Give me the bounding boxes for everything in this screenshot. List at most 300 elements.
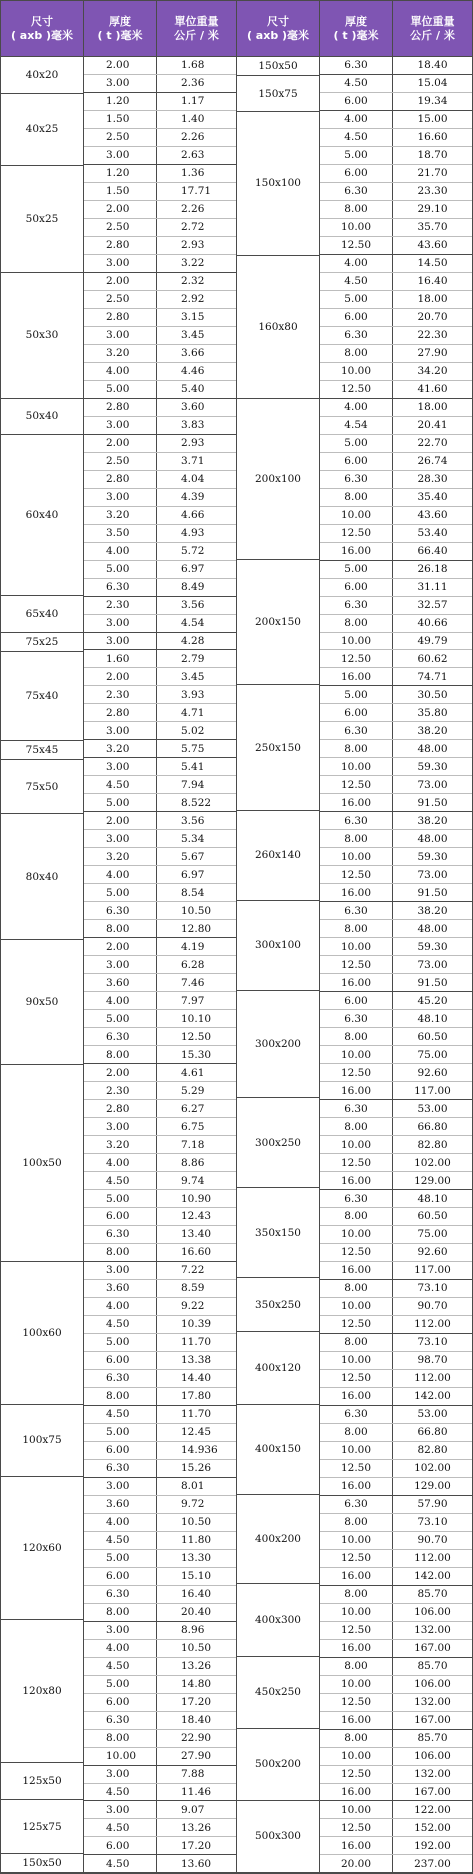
thickness-cell: 6.30 — [106, 904, 130, 917]
table-row — [320, 1226, 472, 1244]
weight-cell: 15.04 — [392, 75, 472, 92]
table-row — [84, 1855, 236, 1873]
weight-cell: 59.30 — [392, 848, 472, 865]
weight-cell: 19.34 — [392, 93, 472, 110]
weight-cell: 91.50 — [392, 794, 472, 811]
weight-cell: 3.83 — [156, 417, 236, 434]
weight-cell: 29.10 — [392, 201, 472, 218]
thickness-cell: 6.30 — [344, 1102, 368, 1115]
weight-cell: 106.00 — [392, 1676, 472, 1693]
table-row — [84, 902, 236, 920]
thickness-cell: 4.50 — [106, 1534, 130, 1547]
weight-cell: 4.54 — [156, 615, 236, 632]
weight-cell: 4.46 — [156, 363, 236, 380]
table-row — [84, 1118, 236, 1136]
table-row — [320, 1028, 472, 1046]
weight-cell: 167.00 — [392, 1784, 472, 1801]
thickness-cell: 12.50 — [340, 1462, 372, 1475]
size-cell: 60x40 — [1, 435, 83, 596]
weight-cell: 53.40 — [392, 525, 472, 542]
table-row — [320, 363, 472, 381]
right-spec-table — [236, 1, 472, 1873]
header-thickness-line1: 厚度 — [109, 14, 131, 28]
weight-cell: 18.40 — [392, 57, 472, 74]
table-row — [320, 1730, 472, 1748]
thickness-cell: 6.30 — [106, 1372, 130, 1385]
thickness-cell: 2.50 — [106, 221, 130, 234]
table-row — [320, 1460, 472, 1478]
thickness-cell: 6.30 — [344, 599, 368, 612]
size-cell: 150x50 — [237, 57, 319, 76]
thickness-cell: 3.00 — [106, 1480, 130, 1493]
size-cell: 150x100 — [237, 112, 319, 255]
thickness-cell: 16.00 — [340, 1390, 372, 1403]
weight-cell: 66.80 — [392, 1424, 472, 1441]
weight-cell: 4.39 — [156, 489, 236, 506]
weight-cell: 15.26 — [156, 1460, 236, 1477]
weight-cell: 9.72 — [156, 1496, 236, 1513]
table-row — [84, 1280, 236, 1298]
table-row — [84, 435, 236, 453]
table-row — [320, 561, 472, 579]
thickness-cell: 12.50 — [340, 778, 372, 791]
size-cell: 200x100 — [237, 399, 319, 560]
weight-cell: 35.80 — [392, 704, 472, 721]
table-row — [320, 1604, 472, 1622]
weight-cell: 142.00 — [392, 1568, 472, 1585]
table-row — [320, 1046, 472, 1064]
table-row — [320, 327, 472, 345]
values-column — [319, 57, 472, 1873]
weight-cell: 1.17 — [156, 93, 236, 110]
thickness-cell: 10.00 — [340, 1300, 372, 1313]
thickness-cell: 4.00 — [106, 1516, 130, 1529]
thickness-cell: 6.30 — [344, 1012, 368, 1025]
weight-cell: 129.00 — [392, 1478, 472, 1495]
table-row — [84, 525, 236, 543]
thickness-cell: 1.50 — [106, 113, 130, 126]
thickness-cell: 16.00 — [340, 1570, 372, 1583]
thickness-cell: 5.00 — [106, 1426, 130, 1439]
weight-cell: 15.00 — [392, 111, 472, 128]
thickness-cell: 10.00 — [340, 1750, 372, 1763]
table-row — [84, 668, 236, 686]
weight-cell: 122.00 — [392, 1801, 472, 1818]
weight-cell: 38.20 — [392, 722, 472, 739]
thickness-cell: 8.00 — [344, 203, 368, 216]
weight-cell: 11.80 — [156, 1532, 236, 1549]
weight-cell: 73.00 — [392, 866, 472, 883]
table-row — [320, 1010, 472, 1028]
thickness-cell: 16.00 — [340, 545, 372, 558]
table-row — [84, 1784, 236, 1802]
table-row — [320, 525, 472, 543]
table-row — [320, 938, 472, 956]
thickness-cell: 5.00 — [106, 563, 130, 576]
table-row — [84, 273, 236, 291]
table-row — [320, 381, 472, 399]
thickness-cell: 5.00 — [106, 1012, 130, 1025]
table-row — [84, 1046, 236, 1064]
thickness-cell: 16.00 — [340, 1480, 372, 1493]
weight-cell: 7.18 — [156, 1136, 236, 1153]
table-row — [84, 1262, 236, 1280]
thickness-cell: 3.20 — [106, 850, 130, 863]
weight-cell: 18.00 — [392, 399, 472, 416]
table-row — [84, 453, 236, 471]
weight-cell: 112.00 — [392, 1316, 472, 1333]
table-row — [320, 1784, 472, 1802]
weight-cell: 167.00 — [392, 1640, 472, 1657]
table-row — [320, 273, 472, 291]
table-row — [320, 111, 472, 129]
header-weight-line1: 單位重量 — [410, 14, 455, 28]
weight-cell: 129.00 — [392, 1172, 472, 1189]
thickness-cell: 2.50 — [106, 455, 130, 468]
header-thickness-line2: ( t )毫米 — [97, 28, 143, 42]
thickness-cell: 5.00 — [106, 1192, 130, 1205]
table-row — [84, 309, 236, 327]
table-row — [84, 1442, 236, 1460]
table-row — [84, 740, 236, 758]
weight-cell: 112.00 — [392, 1550, 472, 1567]
thickness-cell: 10.00 — [340, 634, 372, 647]
table-row — [84, 1154, 236, 1172]
thickness-cell: 1.50 — [106, 185, 130, 198]
thickness-cell: 5.00 — [106, 1678, 130, 1691]
thickness-cell: 16.00 — [340, 1785, 372, 1798]
thickness-cell: 4.50 — [106, 1660, 130, 1673]
table-row — [320, 1100, 472, 1118]
weight-cell: 17.80 — [156, 1388, 236, 1405]
weight-cell: 11.70 — [156, 1334, 236, 1351]
thickness-cell: 16.00 — [340, 796, 372, 809]
table-row — [84, 1406, 236, 1424]
table-row — [320, 147, 472, 165]
weight-cell: 6.97 — [156, 561, 236, 578]
table-row — [320, 219, 472, 237]
table-row — [320, 291, 472, 309]
thickness-cell: 4.00 — [106, 868, 130, 881]
weight-cell: 16.60 — [392, 129, 472, 146]
thickness-cell: 8.00 — [344, 1660, 368, 1673]
thickness-cell: 1.60 — [106, 652, 130, 665]
table-row — [320, 704, 472, 722]
table-row — [84, 974, 236, 992]
thickness-cell: 4.50 — [106, 1174, 130, 1187]
table-row — [320, 830, 472, 848]
table-row — [320, 345, 472, 363]
table-row — [320, 183, 472, 201]
table-row — [320, 1819, 472, 1837]
weight-cell: 6.28 — [156, 956, 236, 973]
table-row — [320, 1694, 472, 1712]
thickness-cell: 4.50 — [106, 1821, 130, 1834]
thickness-cell: 12.50 — [340, 1246, 372, 1259]
weight-cell: 20.40 — [156, 1604, 236, 1621]
table-row — [84, 848, 236, 866]
weight-cell: 13.38 — [156, 1352, 236, 1369]
weight-cell: 2.93 — [156, 237, 236, 254]
weight-cell: 14.50 — [392, 255, 472, 272]
table-row — [84, 363, 236, 381]
weight-cell: 10.90 — [156, 1190, 236, 1207]
size-cell: 100x75 — [1, 1405, 83, 1477]
weight-cell: 152.00 — [392, 1819, 472, 1836]
thickness-cell: 3.00 — [106, 1624, 130, 1637]
header-weight-line2: 公斤 / 米 — [410, 28, 455, 42]
thickness-cell: 8.00 — [106, 1606, 130, 1619]
table-row — [84, 794, 236, 812]
thickness-cell: 4.50 — [106, 778, 130, 791]
thickness-cell: 4.00 — [106, 365, 130, 378]
table-row — [84, 1226, 236, 1244]
table-row — [84, 1766, 236, 1784]
thickness-cell: 3.20 — [106, 742, 130, 755]
thickness-cell: 12.50 — [340, 1552, 372, 1565]
table-row — [320, 1406, 472, 1424]
table-row — [84, 1550, 236, 1568]
weight-cell: 60.62 — [392, 650, 472, 667]
header-weight — [392, 1, 472, 56]
thickness-cell: 8.00 — [344, 1282, 368, 1295]
table-row — [320, 1496, 472, 1514]
weight-cell: 6.97 — [156, 866, 236, 883]
table-row — [84, 866, 236, 884]
weight-cell: 4.19 — [156, 938, 236, 955]
table-row — [320, 866, 472, 884]
thickness-cell: 6.00 — [106, 1696, 130, 1709]
thickness-cell: 2.50 — [106, 131, 130, 144]
thickness-cell: 1.20 — [106, 167, 130, 180]
thickness-cell: 3.20 — [106, 1138, 130, 1151]
table-row — [84, 1694, 236, 1712]
weight-cell: 90.70 — [392, 1532, 472, 1549]
table-row — [84, 1064, 236, 1082]
weight-cell: 167.00 — [392, 1712, 472, 1729]
size-cell: 120x80 — [1, 1620, 83, 1763]
table-row — [84, 291, 236, 309]
weight-cell: 3.60 — [156, 399, 236, 416]
table-row — [84, 1082, 236, 1100]
table-row — [320, 399, 472, 417]
size-cell: 150x75 — [237, 76, 319, 113]
thickness-cell: 2.00 — [106, 203, 130, 216]
thickness-cell: 5.00 — [344, 688, 368, 701]
table-header — [1, 1, 236, 57]
table-row — [84, 1819, 236, 1837]
table-row — [320, 794, 472, 812]
weight-cell: 6.75 — [156, 1118, 236, 1135]
header-size-line2: ( axb )毫米 — [10, 28, 74, 42]
table-row — [84, 1658, 236, 1676]
header-weight-line2: 公斤 / 米 — [174, 28, 219, 42]
thickness-cell: 3.00 — [106, 634, 130, 647]
weight-cell: 8.86 — [156, 1154, 236, 1171]
weight-cell: 91.50 — [392, 974, 472, 991]
size-cell: 75x50 — [1, 760, 83, 814]
weight-cell: 85.70 — [392, 1730, 472, 1747]
size-cell: 200x150 — [237, 560, 319, 685]
weight-cell: 15.10 — [156, 1568, 236, 1585]
table-header — [237, 1, 472, 57]
table-row — [320, 201, 472, 219]
table-row — [320, 650, 472, 668]
weight-cell: 22.90 — [156, 1730, 236, 1747]
weight-cell: 106.00 — [392, 1604, 472, 1621]
table-row — [320, 1550, 472, 1568]
thickness-cell: 10.00 — [340, 1444, 372, 1457]
table-row — [84, 650, 236, 668]
thickness-cell: 6.30 — [106, 1462, 130, 1475]
weight-cell: 2.72 — [156, 219, 236, 236]
table-row — [84, 758, 236, 776]
table-row — [320, 1586, 472, 1604]
weight-cell: 35.40 — [392, 489, 472, 506]
weight-cell: 53.00 — [392, 1406, 472, 1423]
thickness-cell: 4.50 — [106, 1408, 130, 1421]
table-row — [84, 1352, 236, 1370]
table-row — [84, 615, 236, 633]
thickness-cell: 8.00 — [344, 347, 368, 360]
thickness-cell: 12.50 — [340, 239, 372, 252]
weight-cell: 4.61 — [156, 1064, 236, 1081]
thickness-cell: 16.00 — [340, 1839, 372, 1852]
weight-cell: 28.30 — [392, 471, 472, 488]
size-cell: 125x50 — [1, 1763, 83, 1800]
size-cell: 400x300 — [237, 1584, 319, 1656]
size-cell: 150x50 — [1, 1854, 83, 1873]
table-row — [320, 884, 472, 902]
thickness-cell: 8.00 — [344, 1336, 368, 1349]
table-row — [84, 1640, 236, 1658]
thickness-cell: 10.00 — [340, 1803, 372, 1816]
thickness-cell: 6.30 — [344, 59, 368, 72]
thickness-cell: 16.00 — [340, 1642, 372, 1655]
thickness-cell: 6.30 — [344, 904, 368, 917]
thickness-cell: 4.00 — [344, 257, 368, 270]
table-row — [84, 1801, 236, 1819]
table-row — [320, 992, 472, 1010]
thickness-cell: 6.30 — [106, 1030, 130, 1043]
table-row — [84, 255, 236, 273]
thickness-cell: 12.50 — [340, 1696, 372, 1709]
weight-cell: 2.26 — [156, 129, 236, 146]
thickness-cell: 6.30 — [344, 724, 368, 737]
table-row — [84, 381, 236, 399]
table-body — [237, 57, 472, 1873]
weight-cell: 18.70 — [392, 147, 472, 164]
weight-cell: 12.50 — [156, 1028, 236, 1045]
size-cell: 50x25 — [1, 166, 83, 274]
table-row — [84, 1334, 236, 1352]
weight-cell: 14.40 — [156, 1370, 236, 1387]
weight-cell: 3.56 — [156, 597, 236, 614]
size-cell: 100x50 — [1, 1065, 83, 1262]
table-row — [320, 956, 472, 974]
thickness-cell: 16.00 — [340, 976, 372, 989]
thickness-cell: 3.00 — [106, 1803, 130, 1816]
table-row — [84, 1100, 236, 1118]
table-row — [84, 507, 236, 525]
table-row — [320, 1676, 472, 1694]
table-row — [320, 1712, 472, 1730]
thickness-cell: 2.00 — [106, 1066, 130, 1079]
thickness-cell: 16.00 — [340, 670, 372, 683]
header-thickness — [83, 1, 156, 56]
thickness-cell: 5.00 — [106, 383, 130, 396]
table-row — [84, 183, 236, 201]
weight-cell: 13.60 — [156, 1855, 236, 1872]
thickness-cell: 10.00 — [340, 1354, 372, 1367]
thickness-cell: 10.00 — [340, 850, 372, 863]
table-row — [84, 1316, 236, 1334]
thickness-cell: 3.00 — [106, 617, 130, 629]
weight-cell: 5.67 — [156, 848, 236, 865]
table-row — [320, 740, 472, 758]
thickness-cell: 8.00 — [106, 1390, 130, 1403]
weight-cell: 73.10 — [392, 1280, 472, 1297]
weight-cell: 74.71 — [392, 668, 472, 685]
thickness-cell: 12.50 — [340, 1156, 372, 1169]
thickness-cell: 3.00 — [106, 491, 130, 504]
table-row — [84, 633, 236, 651]
thickness-cell: 3.50 — [106, 527, 130, 540]
weight-cell: 45.20 — [392, 992, 472, 1009]
weight-cell: 26.74 — [392, 453, 472, 470]
thickness-cell: 10.00 — [340, 221, 372, 234]
table-row — [84, 1136, 236, 1154]
weight-cell: 2.36 — [156, 75, 236, 92]
thickness-cell: 3.20 — [106, 347, 130, 360]
thickness-cell: 8.00 — [344, 1732, 368, 1745]
size-cell: 160x80 — [237, 256, 319, 399]
size-cell: 80x40 — [1, 814, 83, 939]
weight-cell: 18.00 — [392, 291, 472, 308]
table-row — [320, 1478, 472, 1496]
table-row — [84, 1568, 236, 1586]
table-row — [84, 147, 236, 165]
size-cell: 350x150 — [237, 1188, 319, 1278]
table-row — [320, 1352, 472, 1370]
thickness-cell: 6.30 — [344, 1498, 368, 1511]
thickness-cell: 4.00 — [344, 113, 368, 126]
weight-cell: 14.936 — [156, 1442, 236, 1459]
weight-cell: 16.40 — [392, 273, 472, 290]
weight-cell: 13.40 — [156, 1226, 236, 1243]
table-row — [320, 686, 472, 704]
weight-cell: 21.70 — [392, 165, 472, 182]
weight-cell: 8.522 — [156, 794, 236, 811]
thickness-cell: 6.00 — [106, 1570, 130, 1583]
thickness-cell: 6.30 — [106, 1588, 130, 1601]
table-row — [320, 471, 472, 489]
thickness-cell: 5.00 — [106, 886, 130, 899]
table-row — [84, 129, 236, 147]
size-cell: 100x60 — [1, 1262, 83, 1405]
thickness-cell: 12.50 — [340, 1768, 372, 1780]
table-row — [320, 237, 472, 255]
thickness-cell: 4.00 — [344, 401, 368, 414]
table-row — [84, 489, 236, 507]
table-row — [320, 309, 472, 327]
table-row — [84, 597, 236, 615]
weight-cell: 75.00 — [392, 1046, 472, 1063]
table-row — [84, 1298, 236, 1316]
weight-cell: 60.50 — [392, 1208, 472, 1225]
weight-cell: 117.00 — [392, 1082, 472, 1099]
table-row — [320, 902, 472, 920]
